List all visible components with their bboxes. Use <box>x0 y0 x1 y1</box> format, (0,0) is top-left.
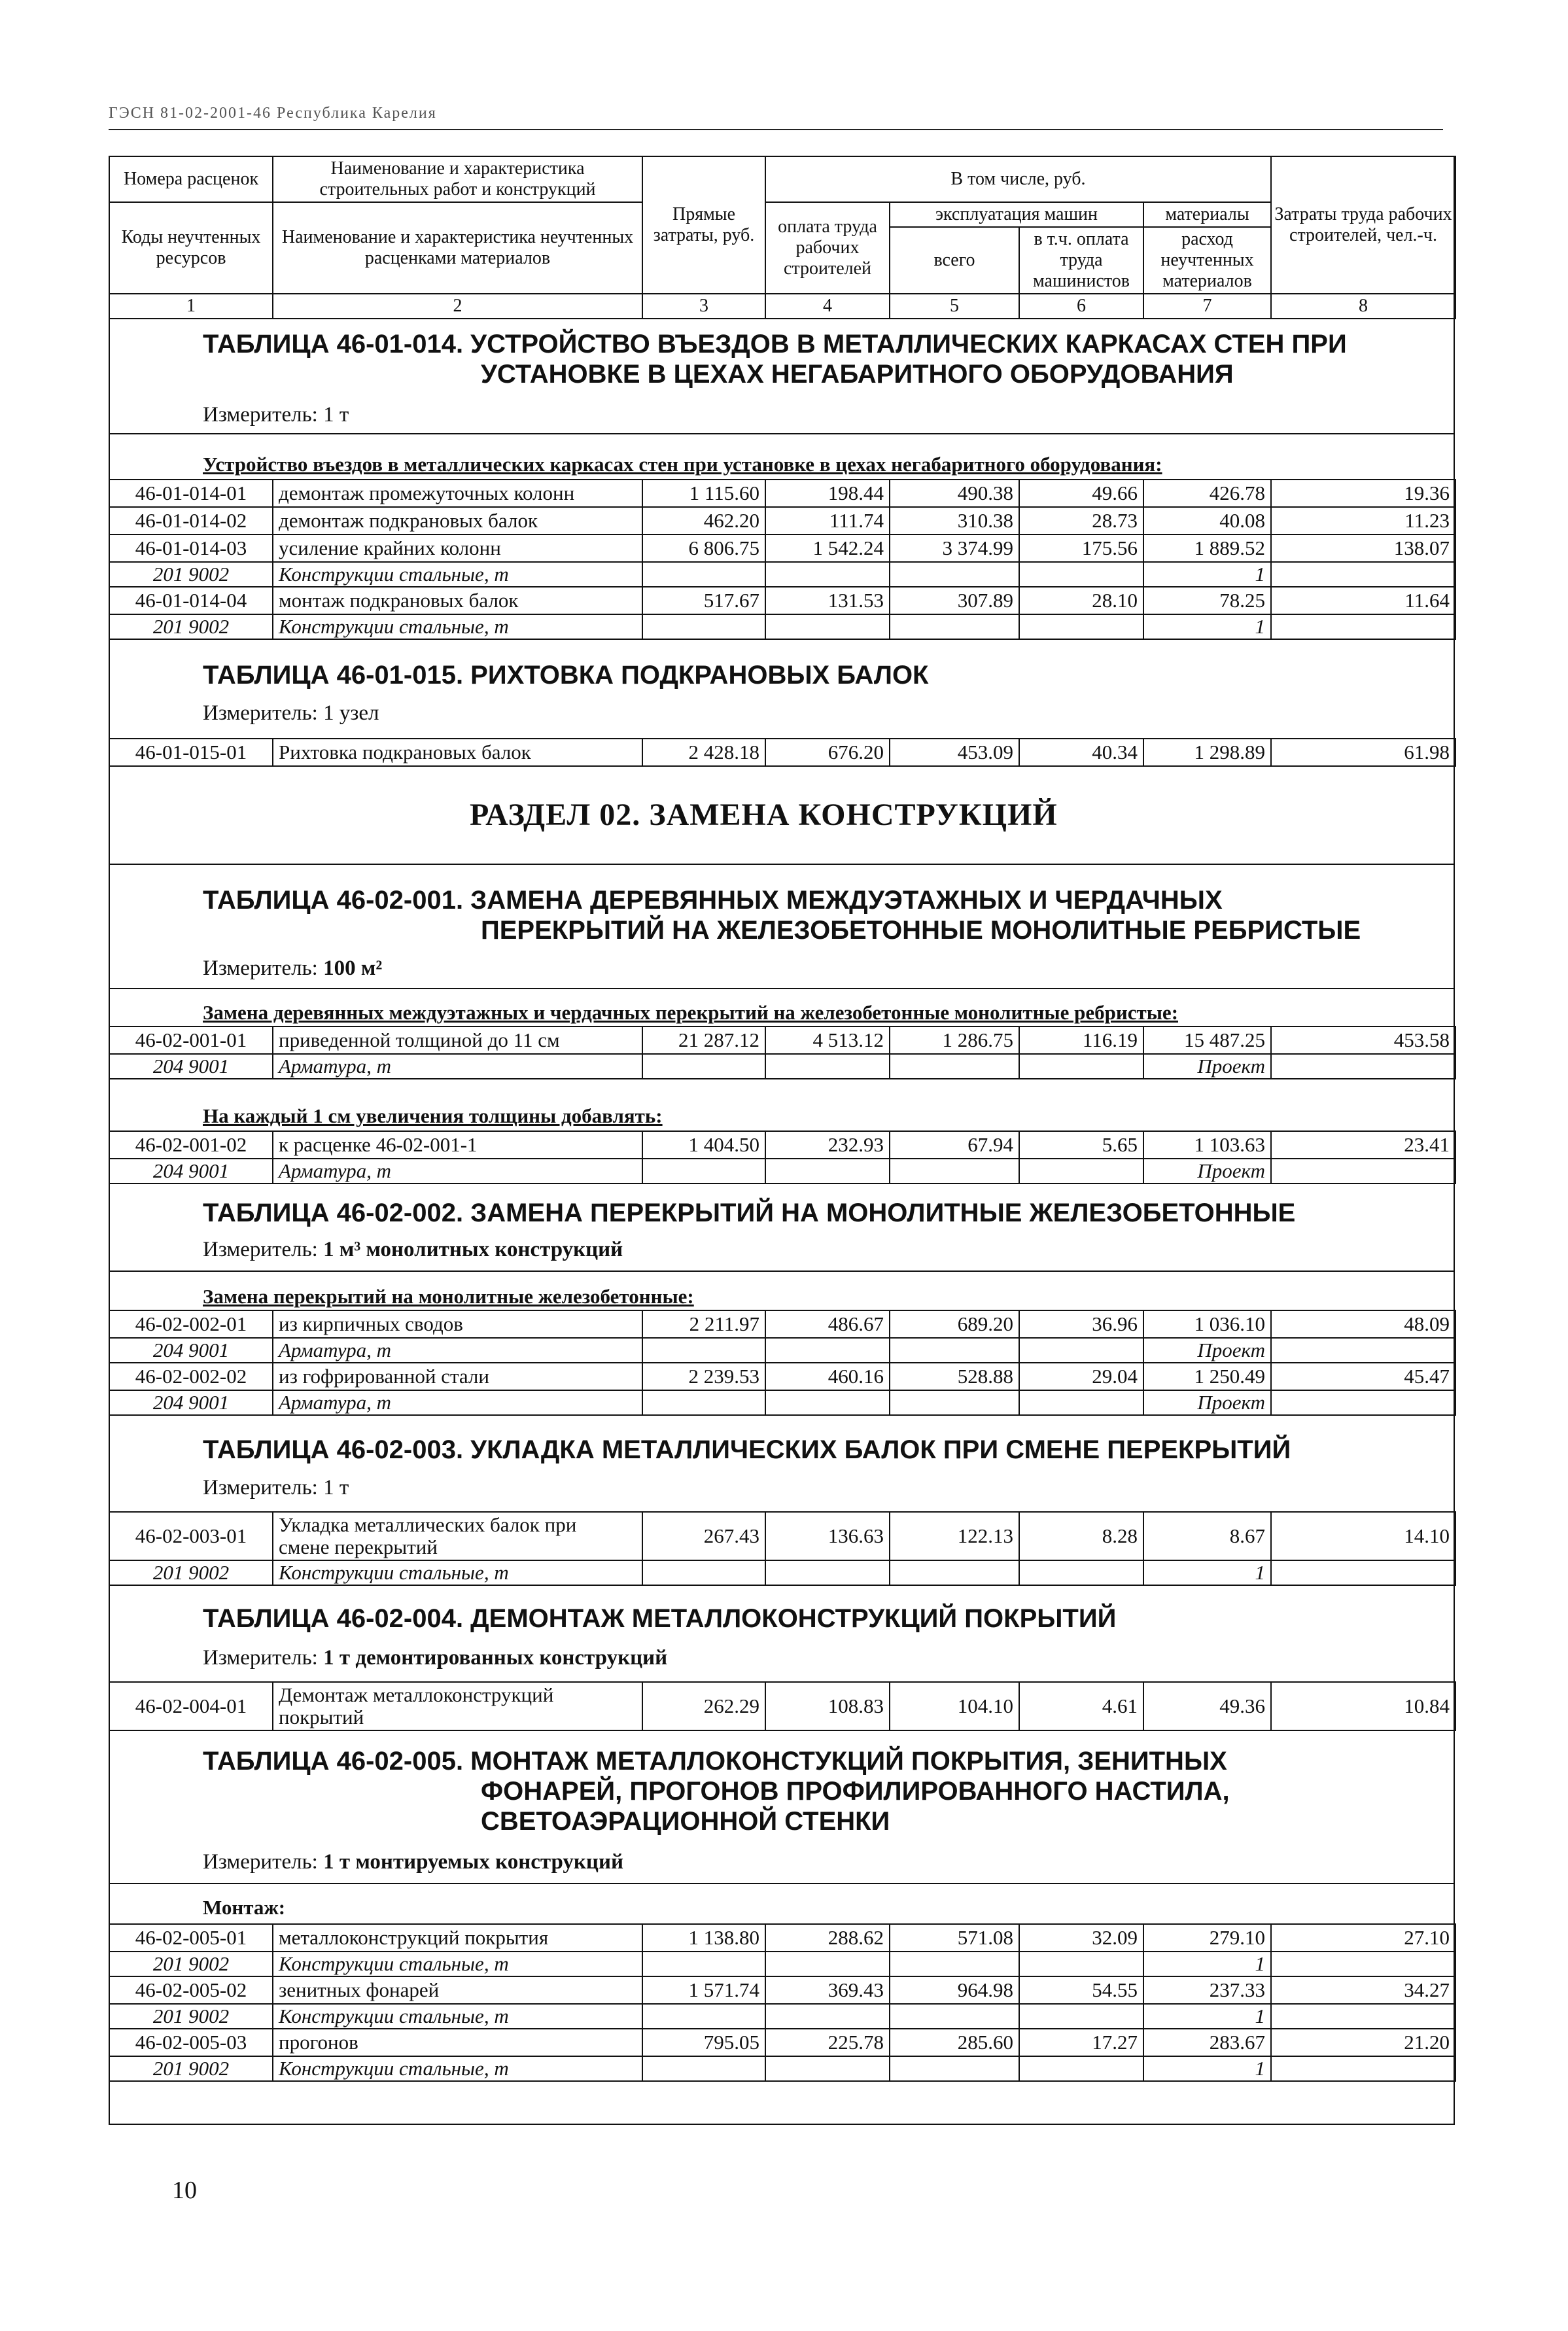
resource-name: Конструкции стальные, т <box>273 614 642 639</box>
resource-code: 201 9002 <box>109 1952 273 1976</box>
resource-code: 201 9002 <box>109 614 273 639</box>
rate-code: 46-02-002-01 <box>109 1310 273 1338</box>
table-row <box>109 739 1455 766</box>
table-02-004-unit: Измеритель: 1 т демонтированных конструкций <box>203 1646 668 1670</box>
resource-name: Конструкции стальные, т <box>273 2056 642 2081</box>
machines-labor: 5.65 <box>1019 1131 1143 1159</box>
labor-pay: 108.83 <box>765 1682 890 1730</box>
rate-code: 46-02-001-02 <box>109 1131 273 1159</box>
resource-amount: 1 <box>1143 614 1271 639</box>
table-014-rows <box>109 479 1456 640</box>
resource-amount: 1 <box>1143 1952 1271 1976</box>
header-labor-pay: оплата труда рабочих строителей <box>765 202 890 294</box>
work-name: Демонтаж металлоконструкций покрытий <box>273 1682 642 1730</box>
machines-total: 307.89 <box>890 587 1019 614</box>
table-02-002-group-label: Замена перекрытий на монолитные железобетонные: <box>203 1285 694 1308</box>
machines-labor: 32.09 <box>1019 1924 1143 1952</box>
resource-code: 204 9001 <box>109 1338 273 1363</box>
rate-code: 46-01-014-03 <box>109 535 273 562</box>
labor-cost: 27.10 <box>1271 1924 1455 1952</box>
labor-pay: 4 513.12 <box>765 1026 890 1054</box>
section-title: РАЗДЕЛ 02. ЗАМЕНА КОНСТРУКЦИЙ <box>470 797 1058 832</box>
resource-row <box>109 1159 1455 1183</box>
machines-labor: 54.55 <box>1019 1976 1143 2004</box>
machines-labor: 116.19 <box>1019 1026 1143 1054</box>
resource-amount: Проект <box>1143 1338 1271 1363</box>
machines-total: 104.10 <box>890 1682 1019 1730</box>
resource-row <box>109 614 1455 639</box>
table-02-005-group-label: Монтаж: <box>203 1896 286 1919</box>
table-02-002-title: ТАБЛИЦА 46-02-002. ЗАМЕНА ПЕРЕКРЫТИЙ НА МОНОЛИТНЫЕ ЖЕЛЕЗОБЕТОННЫЕ <box>203 1199 1296 1227</box>
labor-pay: 460.16 <box>765 1363 890 1390</box>
direct-costs: 795.05 <box>642 2029 765 2056</box>
table-row <box>109 1363 1455 1390</box>
machines-total: 490.38 <box>890 480 1019 507</box>
header-names-top: Наименование и характеристика строительных работ и конструкций <box>273 156 642 202</box>
table-row <box>109 1026 1455 1054</box>
work-name: демонтаж промежуточных колонн <box>273 480 642 507</box>
labor-cost: 48.09 <box>1271 1310 1455 1338</box>
column-header <box>109 156 1456 319</box>
table-02-003-title: ТАБЛИЦА 46-02-003. УКЛАДКА МЕТАЛЛИЧЕСКИХ БАЛОК ПРИ СМЕНЕ ПЕРЕКРЫТИЙ <box>203 1435 1291 1464</box>
rate-code: 46-01-015-01 <box>109 739 273 766</box>
divider <box>109 1271 1455 1272</box>
machines-labor: 8.28 <box>1019 1512 1143 1560</box>
header-number-8: 8 <box>1271 294 1455 319</box>
rate-code: 46-01-014-02 <box>109 507 273 535</box>
resource-code: 201 9002 <box>109 1560 273 1585</box>
work-name: демонтаж подкрановых балок <box>273 507 642 535</box>
table-02-005-rows <box>109 1923 1456 2082</box>
table-row <box>109 480 1455 507</box>
direct-costs: 1 571.74 <box>642 1976 765 2004</box>
resource-amount: 1 <box>1143 2004 1271 2029</box>
direct-costs: 517.67 <box>642 587 765 614</box>
table-02-002-rows <box>109 1310 1456 1416</box>
rate-code: 46-02-005-03 <box>109 2029 273 2056</box>
direct-costs: 21 287.12 <box>642 1026 765 1054</box>
resource-name: Конструкции стальные, т <box>273 2004 642 2029</box>
work-name: приведенной толщиной до 11 см <box>273 1026 642 1054</box>
header-machines: эксплуатация машин <box>890 202 1143 227</box>
resource-code: 201 9002 <box>109 562 273 587</box>
labor-cost: 453.58 <box>1271 1026 1455 1054</box>
work-name: к расценке 46-02-001-1 <box>273 1131 642 1159</box>
resource-amount: 1 <box>1143 562 1271 587</box>
labor-cost: 11.64 <box>1271 587 1455 614</box>
table-row <box>109 1310 1455 1338</box>
direct-costs: 2 239.53 <box>642 1363 765 1390</box>
table-row <box>109 1512 1455 1560</box>
direct-costs: 2 428.18 <box>642 739 765 766</box>
header-labor-cost: Затраты труда рабочих строителей, чел.-ч. <box>1271 156 1455 294</box>
header-materials-unaccounted: расход неучтенных материалов <box>1143 227 1271 294</box>
header-number-1: 1 <box>109 294 273 319</box>
work-name: Рихтовка подкрановых балок <box>273 739 642 766</box>
labor-pay: 1 542.24 <box>765 535 890 562</box>
materials: 237.33 <box>1143 1976 1271 2004</box>
rate-code: 46-02-005-02 <box>109 1976 273 2004</box>
table-02-005-title-line2: ФОНАРЕЙ, ПРОГОНОВ ПРОФИЛИРОВАННОГО НАСТИЛА, <box>481 1777 1230 1806</box>
resource-row <box>109 2004 1455 2029</box>
resource-amount: 1 <box>1143 2056 1271 2081</box>
table-014-title-line2: УСТАНОВКЕ В ЦЕХАХ НЕГАБАРИТНОГО ОБОРУДОВАНИЯ <box>481 360 1234 389</box>
materials: 15 487.25 <box>1143 1026 1271 1054</box>
divider <box>109 1883 1455 1884</box>
labor-pay: 111.74 <box>765 507 890 535</box>
table-02-001-rows <box>109 1026 1456 1079</box>
work-name: из кирпичных сводов <box>273 1310 642 1338</box>
table-015-title: ТАБЛИЦА 46-01-015. РИХТОВКА ПОДКРАНОВЫХ БАЛОК <box>203 661 929 690</box>
header-number-6: 6 <box>1019 294 1143 319</box>
resource-row <box>109 1390 1455 1415</box>
labor-pay: 288.62 <box>765 1924 890 1952</box>
machines-total: 571.08 <box>890 1924 1019 1952</box>
table-02-001-group2-label: На каждый 1 см увеличения толщины добавлять: <box>203 1104 663 1127</box>
machines-total: 528.88 <box>890 1363 1019 1390</box>
header-number-3: 3 <box>642 294 765 319</box>
header-number-7: 7 <box>1143 294 1271 319</box>
header-including: В том числе, руб. <box>765 156 1271 202</box>
resource-amount: Проект <box>1143 1054 1271 1079</box>
resource-row <box>109 1560 1455 1585</box>
header-codes-top: Номера расценок <box>109 156 273 202</box>
machines-labor: 40.34 <box>1019 739 1143 766</box>
resource-row <box>109 1952 1455 1976</box>
direct-costs: 6 806.75 <box>642 535 765 562</box>
machines-total: 67.94 <box>890 1131 1019 1159</box>
machines-labor: 28.10 <box>1019 587 1143 614</box>
materials: 1 889.52 <box>1143 535 1271 562</box>
header-names-bottom: Наименование и характеристика неучтенных расценками материалов <box>273 202 642 294</box>
rate-code: 46-01-014-01 <box>109 480 273 507</box>
resource-amount: Проект <box>1143 1159 1271 1183</box>
direct-costs: 462.20 <box>642 507 765 535</box>
header-machines-total: всего <box>890 227 1019 294</box>
machines-total: 689.20 <box>890 1310 1019 1338</box>
work-name: из гофрированной стали <box>273 1363 642 1390</box>
machines-labor: 49.66 <box>1019 480 1143 507</box>
table-row <box>109 535 1455 562</box>
direct-costs: 2 211.97 <box>642 1310 765 1338</box>
table-02-005-unit: Измеритель: 1 т монтируемых конструкций <box>203 1850 623 1874</box>
labor-cost: 45.47 <box>1271 1363 1455 1390</box>
work-name: Укладка металлических балок при смене перекрытий <box>273 1512 642 1560</box>
materials: 426.78 <box>1143 480 1271 507</box>
table-row <box>109 1682 1455 1730</box>
labor-cost: 14.10 <box>1271 1512 1455 1560</box>
materials: 1 250.49 <box>1143 1363 1271 1390</box>
header-number-4: 4 <box>765 294 890 319</box>
header-rule <box>109 129 1443 130</box>
resource-code: 201 9002 <box>109 2004 273 2029</box>
direct-costs: 262.29 <box>642 1682 765 1730</box>
resource-name: Конструкции стальные, т <box>273 1952 642 1976</box>
labor-cost: 19.36 <box>1271 480 1455 507</box>
resource-code: 204 9001 <box>109 1054 273 1079</box>
table-02-003-rows <box>109 1511 1456 1586</box>
header-materials: материалы <box>1143 202 1271 227</box>
machines-labor: 36.96 <box>1019 1310 1143 1338</box>
resource-name: Арматура, т <box>273 1338 642 1363</box>
direct-costs: 1 404.50 <box>642 1131 765 1159</box>
resource-row <box>109 1338 1455 1363</box>
machines-total: 310.38 <box>890 507 1019 535</box>
direct-costs: 1 138.80 <box>642 1924 765 1952</box>
resource-name: Арматура, т <box>273 1159 642 1183</box>
labor-pay: 369.43 <box>765 1976 890 2004</box>
rate-code: 46-02-005-01 <box>109 1924 273 1952</box>
running-header: ГЭСН 81-02-2001-46 Республика Карелия <box>109 105 437 122</box>
table-015-unit: Измеритель: 1 узел <box>203 701 379 725</box>
table-015-rows <box>109 738 1456 767</box>
machines-labor: 17.27 <box>1019 2029 1143 2056</box>
table-014-unit: Измеритель: 1 т <box>203 403 349 427</box>
labor-cost: 11.23 <box>1271 507 1455 535</box>
labor-pay: 225.78 <box>765 2029 890 2056</box>
labor-cost: 23.41 <box>1271 1131 1455 1159</box>
table-02-004-rows <box>109 1681 1456 1731</box>
materials: 1 103.63 <box>1143 1131 1271 1159</box>
table-row <box>109 2029 1455 2056</box>
labor-pay: 232.93 <box>765 1131 890 1159</box>
resource-amount: 1 <box>1143 1560 1271 1585</box>
work-name: зенитных фонарей <box>273 1976 642 2004</box>
header-number-2: 2 <box>273 294 642 319</box>
materials: 49.36 <box>1143 1682 1271 1730</box>
machines-total: 122.13 <box>890 1512 1019 1560</box>
machines-labor: 28.73 <box>1019 507 1143 535</box>
table-02-001-group-label: Замена деревянных междуэтажных и чердачных перекрытий на железобетонные монолитные ребристые: <box>203 1001 1179 1024</box>
labor-pay: 136.63 <box>765 1512 890 1560</box>
materials: 78.25 <box>1143 587 1271 614</box>
labor-cost: 138.07 <box>1271 535 1455 562</box>
table-014-group-label: Устройство въездов в металлических каркасах стен при установке в цехах негабаритного оборудования: <box>203 453 1162 476</box>
table-02-001-title-line2: ПЕРЕКРЫТИЙ НА ЖЕЛЕЗОБЕТОННЫЕ МОНОЛИТНЫЕ РЕБРИСТЫЕ <box>481 916 1361 945</box>
resource-row <box>109 1054 1455 1079</box>
labor-cost: 61.98 <box>1271 739 1455 766</box>
table-02-001-rows2 <box>109 1130 1456 1184</box>
materials: 283.67 <box>1143 2029 1271 2056</box>
materials: 279.10 <box>1143 1924 1271 1952</box>
table-02-001-unit: Измеритель: 100 м² <box>203 956 383 980</box>
table-02-001-title-line1: ТАБЛИЦА 46-02-001. ЗАМЕНА ДЕРЕВЯННЫХ МЕЖДУЭТАЖНЫХ И ЧЕРДАЧНЫХ <box>203 886 1223 915</box>
machines-total: 3 374.99 <box>890 535 1019 562</box>
labor-pay: 131.53 <box>765 587 890 614</box>
work-name: металлоконструкций покрытия <box>273 1924 642 1952</box>
rate-code: 46-02-002-02 <box>109 1363 273 1390</box>
page-number: 10 <box>172 2177 197 2204</box>
direct-costs: 267.43 <box>642 1512 765 1560</box>
machines-total: 453.09 <box>890 739 1019 766</box>
resource-name: Конструкции стальные, т <box>273 562 642 587</box>
table-02-005-title-line1: ТАБЛИЦА 46-02-005. МОНТАЖ МЕТАЛЛОКОНСТУКЦИЙ ПОКРЫТИЯ, ЗЕНИТНЫХ <box>203 1747 1227 1776</box>
rate-code: 46-02-003-01 <box>109 1512 273 1560</box>
table-02-002-unit: Измеритель: 1 м³ монолитных конструкций <box>203 1238 623 1261</box>
table-row <box>109 507 1455 535</box>
work-name: прогонов <box>273 2029 642 2056</box>
resource-amount: Проект <box>1143 1390 1271 1415</box>
table-row <box>109 1924 1455 1952</box>
divider <box>109 864 1455 865</box>
header-machines-labor: в т.ч. оплата труда машинистов <box>1019 227 1143 294</box>
machines-total: 285.60 <box>890 2029 1019 2056</box>
labor-pay: 198.44 <box>765 480 890 507</box>
rate-code: 46-02-004-01 <box>109 1682 273 1730</box>
divider <box>109 988 1455 989</box>
work-name: монтаж подкрановых балок <box>273 587 642 614</box>
resource-name: Арматура, т <box>273 1054 642 1079</box>
resource-name: Конструкции стальные, т <box>273 1560 642 1585</box>
header-codes-bottom: Коды неучтенных ресурсов <box>109 202 273 294</box>
labor-cost: 10.84 <box>1271 1682 1455 1730</box>
resource-code: 201 9002 <box>109 2056 273 2081</box>
materials: 8.67 <box>1143 1512 1271 1560</box>
materials: 40.08 <box>1143 507 1271 535</box>
rate-code: 46-02-001-01 <box>109 1026 273 1054</box>
resource-row <box>109 562 1455 587</box>
table-row <box>109 587 1455 614</box>
resource-code: 204 9001 <box>109 1390 273 1415</box>
header-number-5: 5 <box>890 294 1019 319</box>
table-02-003-unit: Измеритель: 1 т <box>203 1476 349 1499</box>
table-row <box>109 1131 1455 1159</box>
resource-row <box>109 2056 1455 2081</box>
materials: 1 298.89 <box>1143 739 1271 766</box>
rate-code: 46-01-014-04 <box>109 587 273 614</box>
table-014-title-line1: ТАБЛИЦА 46-01-014. УСТРОЙСТВО ВЪЕЗДОВ В МЕТАЛЛИЧЕСКИХ КАРКАСАХ СТЕН ПРИ <box>203 330 1347 359</box>
machines-labor: 4.61 <box>1019 1682 1143 1730</box>
table-02-005-title-line3: СВЕТОАЭРАЦИОННОЙ СТЕНКИ <box>481 1807 890 1836</box>
labor-pay: 676.20 <box>765 739 890 766</box>
work-name: усиление крайних колонн <box>273 535 642 562</box>
machines-labor: 175.56 <box>1019 535 1143 562</box>
direct-costs: 1 115.60 <box>642 480 765 507</box>
resource-code: 204 9001 <box>109 1159 273 1183</box>
labor-pay: 486.67 <box>765 1310 890 1338</box>
resource-name: Арматура, т <box>273 1390 642 1415</box>
materials: 1 036.10 <box>1143 1310 1271 1338</box>
machines-total: 964.98 <box>890 1976 1019 2004</box>
machines-total: 1 286.75 <box>890 1026 1019 1054</box>
labor-cost: 21.20 <box>1271 2029 1455 2056</box>
table-row <box>109 1976 1455 2004</box>
header-direct-costs: Прямые затраты, руб. <box>642 156 765 294</box>
divider <box>109 433 1455 434</box>
machines-labor: 29.04 <box>1019 1363 1143 1390</box>
labor-cost: 34.27 <box>1271 1976 1455 2004</box>
table-02-004-title: ТАБЛИЦА 46-02-004. ДЕМОНТАЖ МЕТАЛЛОКОНСТРУКЦИЙ ПОКРЫТИЙ <box>203 1604 1117 1633</box>
